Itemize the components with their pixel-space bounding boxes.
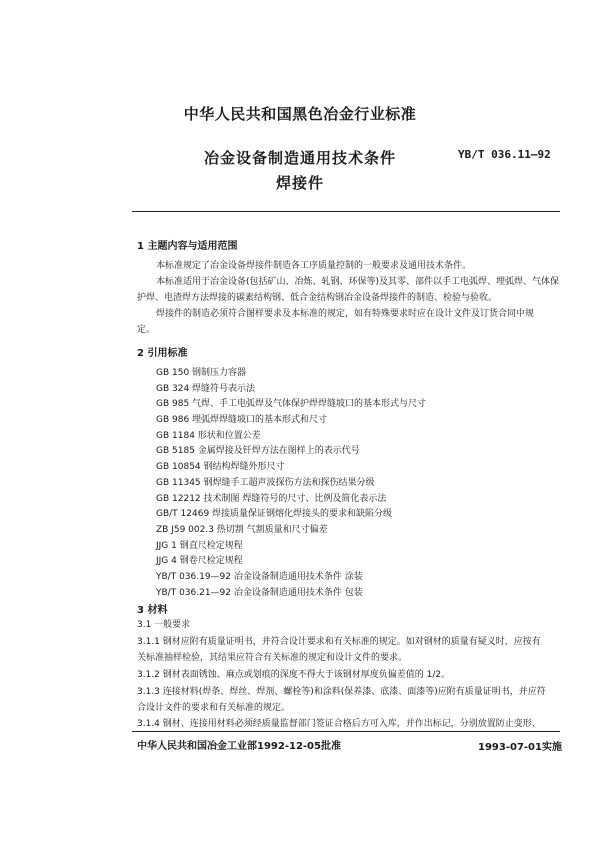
reference-item: GB 12212 技术制图 焊缝符号的尺寸、比例及简化表示法 xyxy=(156,493,387,504)
reference-item: GB/T 12469 焊接质量保证钢熔化焊接头的要求和缺陷分级 xyxy=(156,509,393,520)
reference-item: GB 11345 钢焊缝手工超声波探伤方法和探伤结果分级 xyxy=(156,477,375,488)
clause-3-1-3a: 3.1.3 连接材料(焊条、焊丝、焊剂、螺栓等)和涂料(保养漆、底漆、面漆等)应附有质量证明书，并应符 xyxy=(137,687,546,697)
section-3-heading: 3 材料 xyxy=(137,605,168,616)
reference-item: GB 150 钢制压力容器 xyxy=(156,368,247,378)
approval-line: 中华人民共和国冶金工业部1992-12-05批准 xyxy=(137,741,341,752)
header-rule xyxy=(132,211,560,212)
clause-3-1-2: 3.1.2 钢材表面锈蚀、麻点或划痕的深度不得大于该钢材厚度负偏差值的 1/2。 xyxy=(137,670,451,680)
reference-list xyxy=(156,365,426,600)
clause-3-1-3b: 合设计文件的要求和有关标准的规定。 xyxy=(137,703,291,713)
reference-item: YB/T 036.19—92 冶金设备制造通用技术条件 涂装 xyxy=(156,571,363,582)
section-1-para-3a: 焊接件的制造必须符合图样要求及本标准的规定，如有特殊要求时应在设计文件及订货合同中规 xyxy=(156,309,535,319)
clause-3-1-4: 3.1.4 钢材、连接用材料必须经质量监督部门签证合格后方可入库，并作出标记，分别放置防止变形、 xyxy=(137,719,541,729)
section-1-para-3b: 定。 xyxy=(137,325,156,335)
reference-item: GB 5185 金属焊接及钎焊方法在图样上的表示代号 xyxy=(156,446,360,457)
implementation-date: 1993-07-01实施 xyxy=(478,742,562,753)
section-1-para-2b: 护焊、电渣焊方法焊接的碳素结构钢、低合金结构钢冶金设备焊接件的制造、检验与验收。 xyxy=(137,293,498,303)
reference-item: GB 985 气焊、手工电弧焊及气体保护焊焊缝坡口的基本形式与尺寸 xyxy=(156,399,427,410)
reference-item: GB 324 焊缝符号表示法 xyxy=(156,383,256,394)
section-2-heading: 2 引用标准 xyxy=(137,348,188,359)
clause-3-1: 3.1 一般要求 xyxy=(137,620,191,630)
document-title: 冶金设备制造通用技术条件 xyxy=(203,149,396,167)
reference-item: GB 1184 形状和位置公差 xyxy=(156,430,261,441)
reference-item: GB 986 埋弧焊焊缝坡口的基本形式和尺寸 xyxy=(156,415,328,426)
reference-item: ZB J59 002.3 热切割 气割质量和尺寸偏差 xyxy=(156,524,328,535)
section-1-para-1: 本标准规定了冶金设备焊接件制造各工序质量控制的一般要求及通用技术条件。 xyxy=(156,261,472,271)
footer-rule xyxy=(132,731,560,732)
standard-number: YB/T 036.11—92 xyxy=(458,148,551,161)
reference-item: GB 10854 钢结构焊缝外形尺寸 xyxy=(156,462,285,473)
section-1-para-2a: 本标准适用于冶金设备(包括矿山、冶炼、轧钢、环保等)及其零、部件以手工电弧焊、埋弧焊、气体保 xyxy=(156,277,560,287)
reference-item: JJG 4 钢卷尺检定规程 xyxy=(156,556,243,567)
clause-3-1-1b: 关标准抽样检验，其结果应符合有关标准的规定和设计文件的要求。 xyxy=(137,653,408,663)
standard-category-header: 中华人民共和国黑色冶金行业标准 xyxy=(183,105,417,123)
reference-item: YB/T 036.21—92 冶金设备制造通用技术条件 包装 xyxy=(156,587,363,598)
section-1-heading: 1 主题内容与适用范围 xyxy=(137,241,238,252)
document-subtitle: 焊接件 xyxy=(275,174,324,192)
reference-item: JJG 1 钢直尺检定规程 xyxy=(156,540,243,551)
clause-3-1-1a: 3.1.1 钢材应附有质量证明书，并符合设计要求和有关标准的规定。如对钢材的质量有疑义时，应按有 xyxy=(137,637,541,647)
